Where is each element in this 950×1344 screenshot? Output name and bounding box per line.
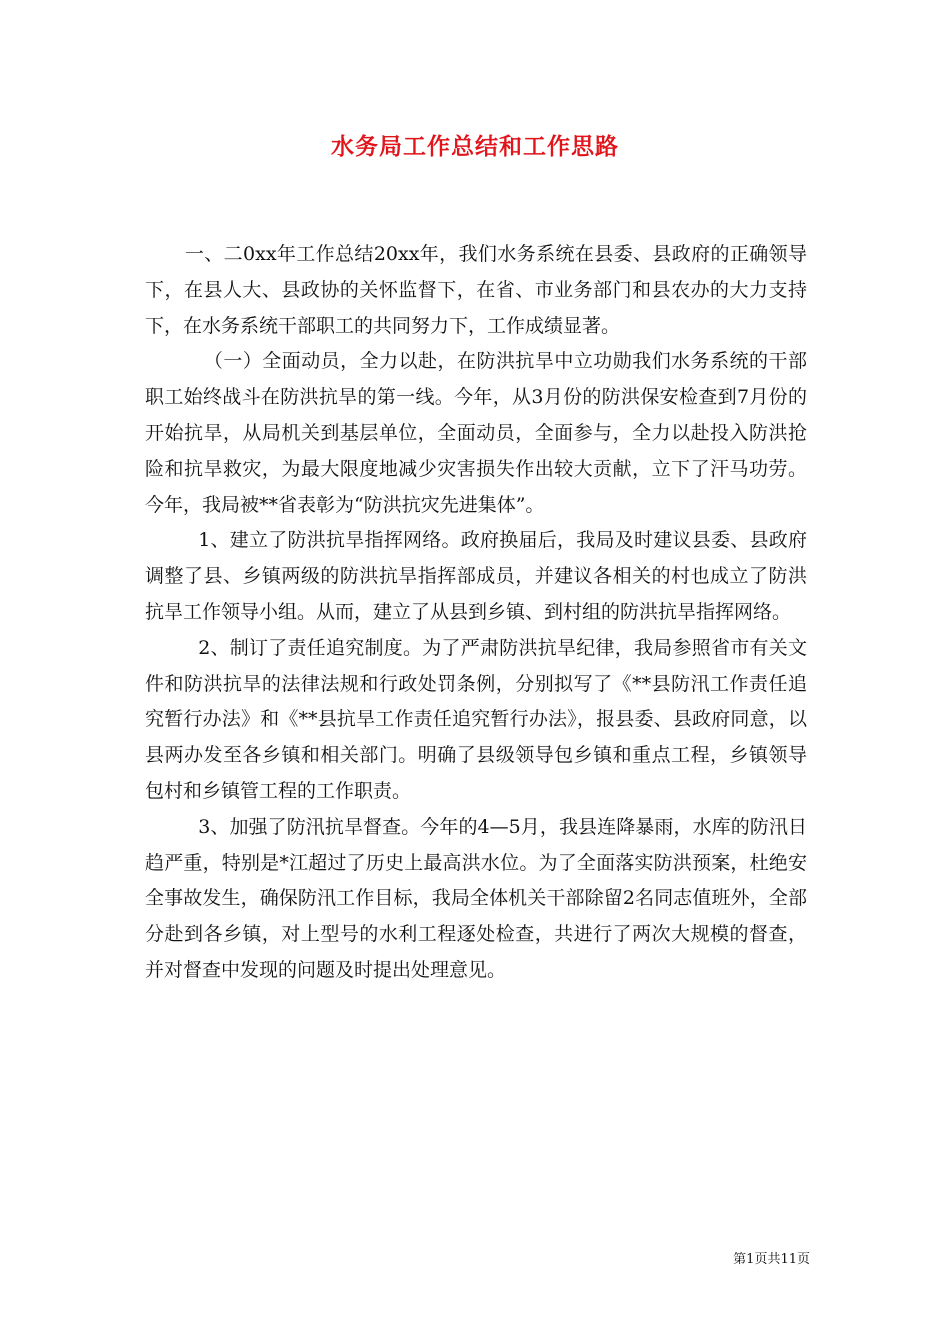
document-title: 水务局工作总结和工作思路 xyxy=(331,133,619,160)
paragraph-command-network: 1、建立了防洪抗旱指挥网络。政府换届后，我局及时建议县委、县政府调整了县、乡镇两级的防洪抗旱指挥部成员，并建议各相关的村也成立了防洪抗旱工作领导小组。从而，建立了从县到乡镇、到村组的防洪抗旱指挥网络。 xyxy=(145,529,807,623)
page-number-footer: 第1页共11页 xyxy=(733,1252,810,1267)
document-body xyxy=(145,237,807,989)
paragraph-summary-intro: 一、二0xx年工作总结20xx年，我们水务系统在县委、县政府的正确领导下，在县人大、县政协的关怀监督下，在省、市业务部门和县农办的大力支持下，在水务系统干部职工的共同努力下，工作成绩显著。 xyxy=(145,243,807,337)
paragraph-flood-mobilization: （一）全面动员，全力以赴，在防洪抗旱中立功勋我们水务系统的干部职工始终战斗在防洪抗旱的第一线。今年，从3月份的防洪保安检查到7月份的开始抗旱，从局机关到基层单位，全面动员，全面参与，全力以赴投入防洪抢险和抗旱救灾，为最大限度地减少灾害损失作出较大贡献，立下了汗马功劳。今年，我局被**省表彰为“防洪抗灾先进集体”。 xyxy=(145,350,807,516)
paragraph-flood-inspection: 3、加强了防汛抗旱督查。今年的4—5月，我县连降暴雨，水库的防汛日趋严重，特别是*江超过了历史上最高洪水位。为了全面落实防洪预案，杜绝安全事故发生，确保防汛工作目标，我局全体机关干部除留2名同志值班外，全部分赴到各乡镇，对上型号的水利工程逐处检查，共进行了两次大规模的督查，并对督查中发现的问题及时提出处理意见。 xyxy=(145,815,807,981)
paragraph-accountability-system: 2、制订了责任追究制度。为了严肃防洪抗旱纪律，我局参照省市有关文件和防洪抗旱的法律法规和行政处罚条例，分别拟写了《**县防汛工作责任追究暂行办法》和《**县抗旱工作责任追究暂行办法》，报县委、县政府同意，以县两办发至各乡镇和相关部门。明确了县级领导包乡镇和重点工程，乡镇领导包村和乡镇管工程的工作职责。 xyxy=(145,636,807,802)
